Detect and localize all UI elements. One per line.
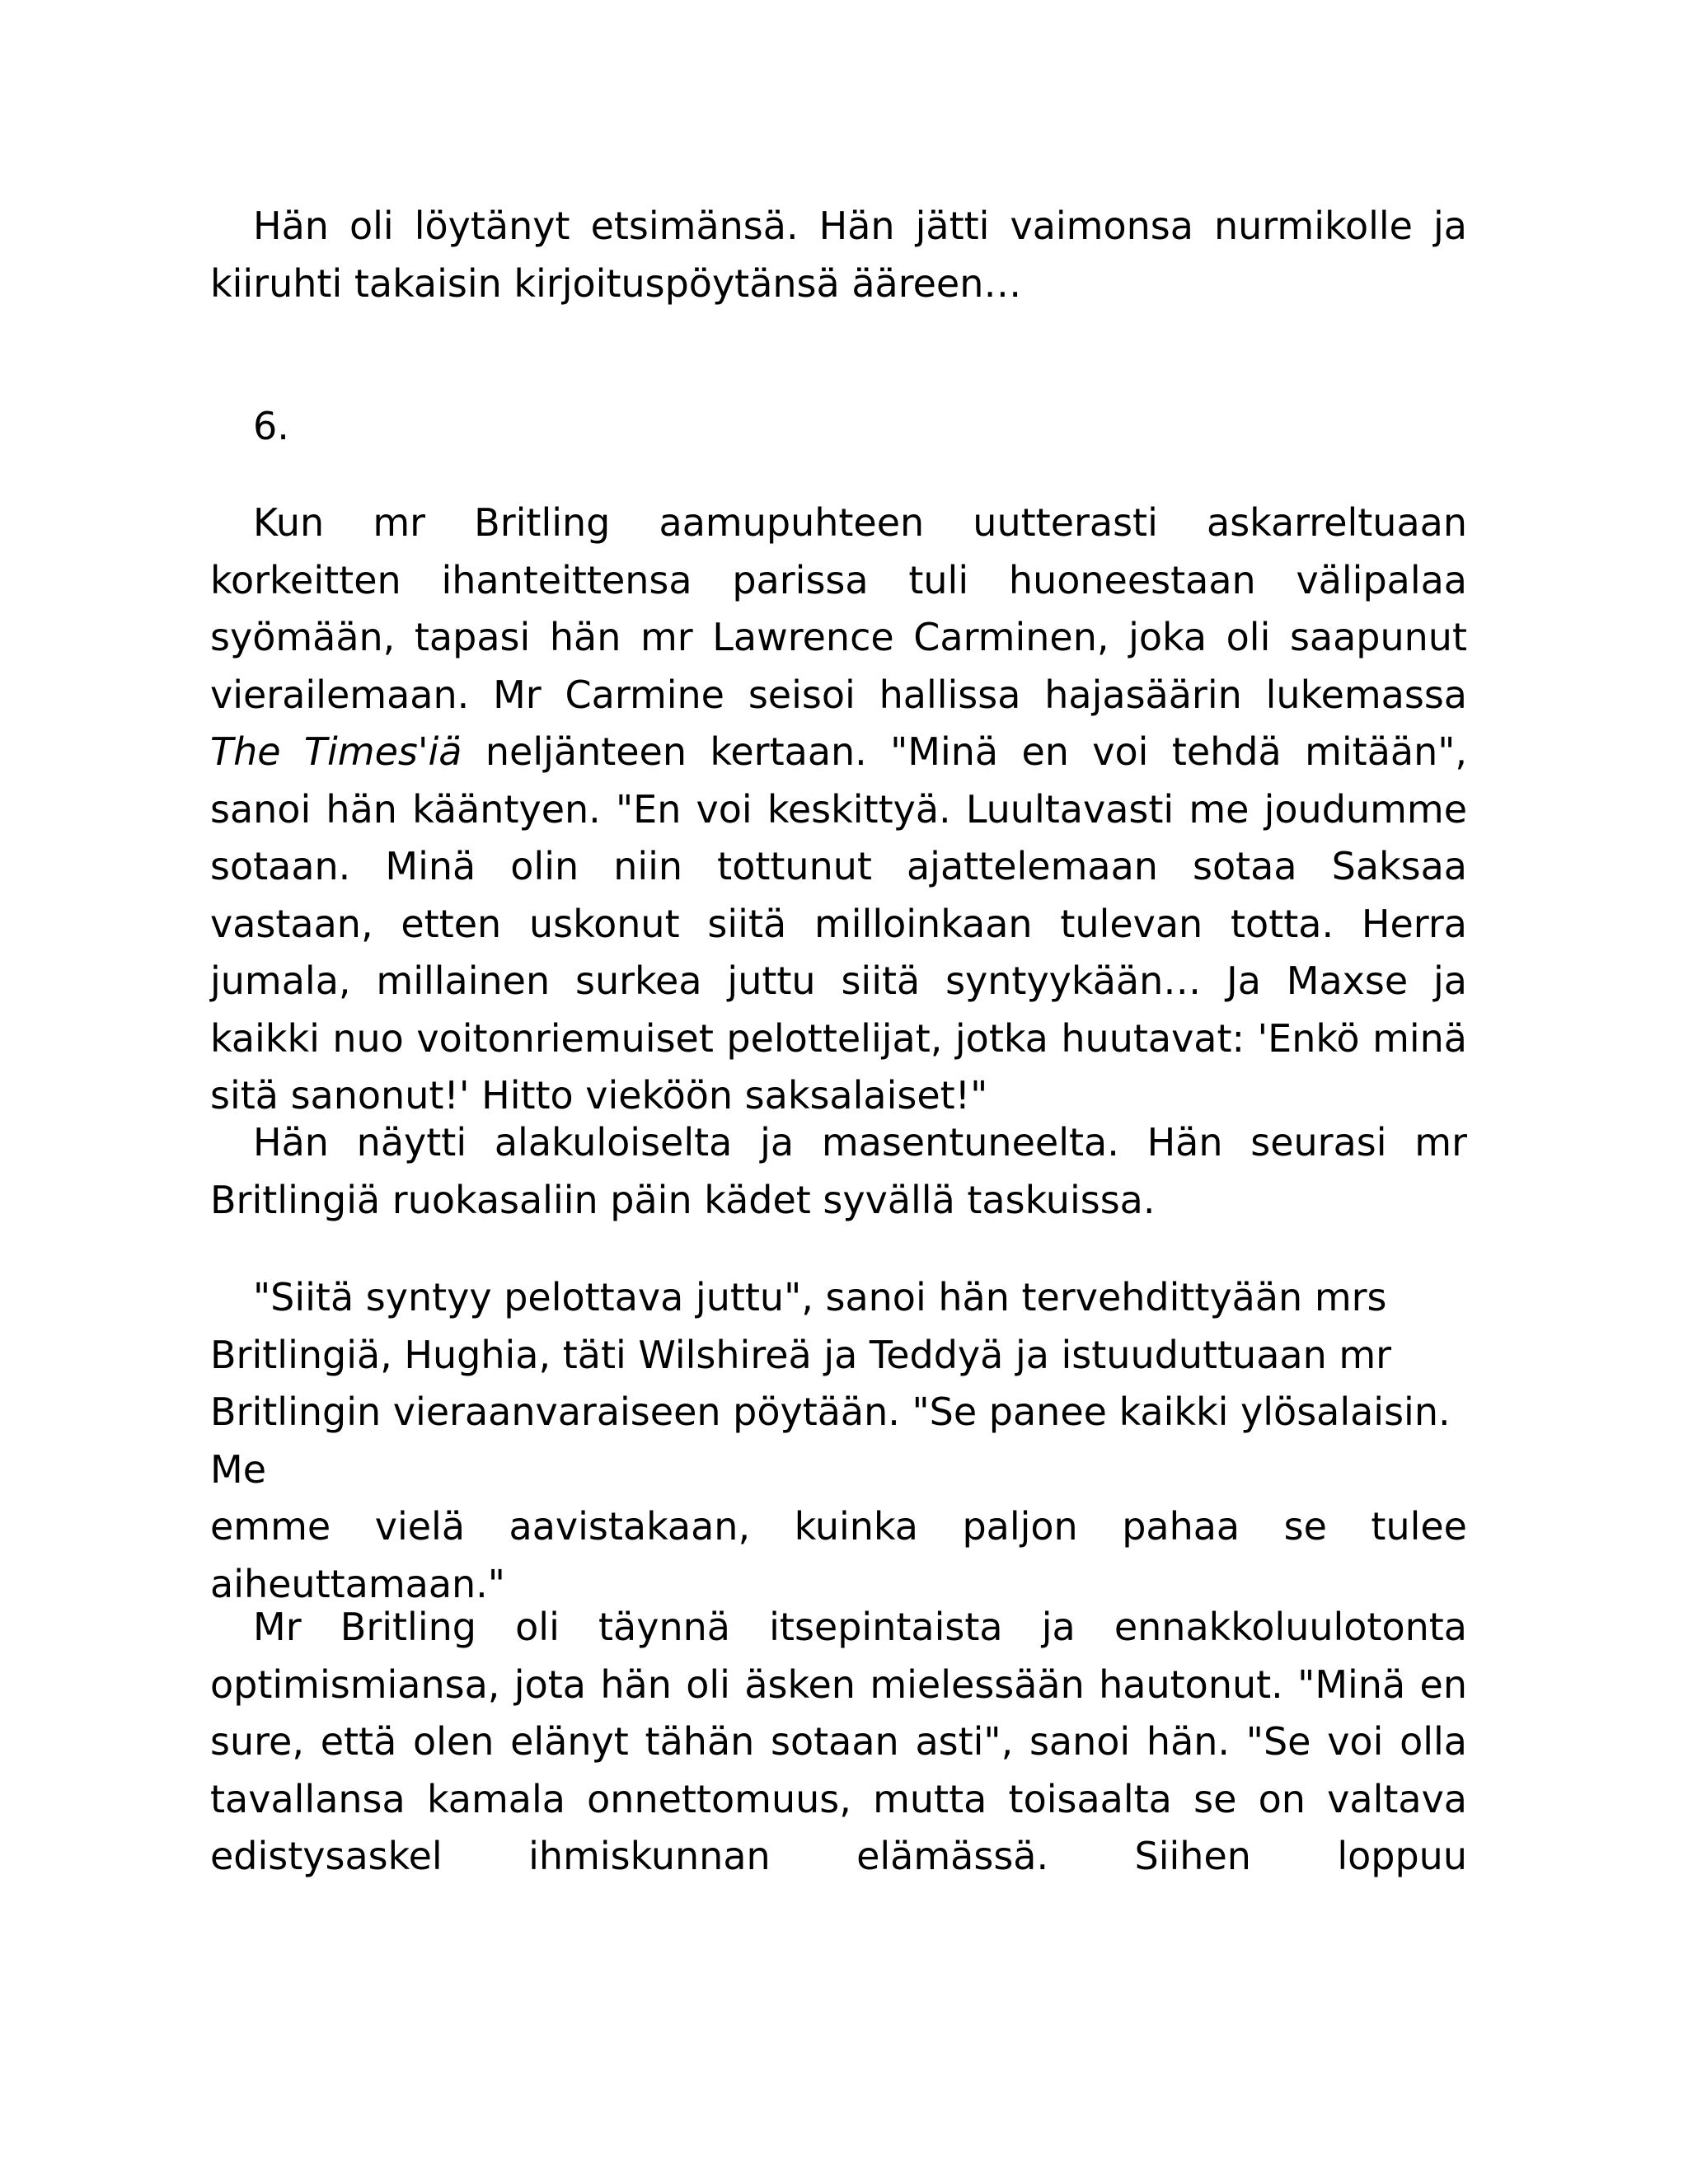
section-number-heading: 6. <box>253 404 289 448</box>
paragraph <box>210 494 1467 1125</box>
paragraph-text: neljänteen kertaan. "Minä en voi tehdä mitään", sanoi hän kääntyen. "En voi keskittyä. Luultavasti me joudumme sotaan. Minä olin niin tottunut ajattelemaan sotaa Saksaa vastaan, etten uskonut siitä milloinkaan tulevan totta. Herra jumala, millainen surkea juttu siitä syntyykään… Ja Maxse ja kaikki nuo voitonriemuiset pelottelijat, jotka huutavat: 'Enkö minä sitä sanonut!' Hitto vieköön saksalaiset!" <box>210 729 1468 1118</box>
document-page <box>210 0 1467 2184</box>
paragraph-text: emme vielä aavistakaan, kuinka paljon pahaa se tulee aiheuttamaan." <box>210 1504 1467 1606</box>
paragraph: Mr Britling oli täynnä itsepintaista ja ennakkoluulotonta optimismiansa, jota hän oli äsken mielessään hautonut. "Minä en sure, että olen elänyt tähän sotaan asti", sanoi hän. "Se voi olla tavallansa kamala onnettomuus, mutta toisaalta se on valtava edistysaskel ihmiskunnan elämässä. Siihen loppuu <box>210 1605 1467 1878</box>
paragraph <box>210 1269 1467 1613</box>
paragraph: Hän oli löytänyt etsimänsä. Hän jätti vaimonsa nurmikolle ja kiiruhti takaisin kirjoituspöytänsä ääreen… <box>210 204 1467 306</box>
paragraph-text: Kun mr Britling aamupuhteen uutterasti askarreltuaan korkeitten ihanteittensa parissa tuli huoneestaan välipalaa syömään, tapasi hän mr Lawrence Carminen, joka oli saapunut vierailemaan. Mr Carmine seisoi hallissa hajasäärin lukemassa <box>210 500 1467 717</box>
newspaper-title: The Times'iä <box>210 729 462 774</box>
paragraph: Hän näytti alakuloiselta ja masentuneelta. Hän seurasi mr Britlingiä ruokasaliin päin kädet syvällä taskuissa. <box>210 1120 1467 1222</box>
paragraph-text-ragged: "Siitä syntyy pelottava juttu", sanoi hän tervehdittyään mrs Britlingiä, Hughia, täti Wilshireä ja Teddyä ja istuuduttuaan mr Britlingin vieraanvaraiseen pöytään. "Se panee kaikki ylösalaisin. Me <box>210 1275 1451 1492</box>
